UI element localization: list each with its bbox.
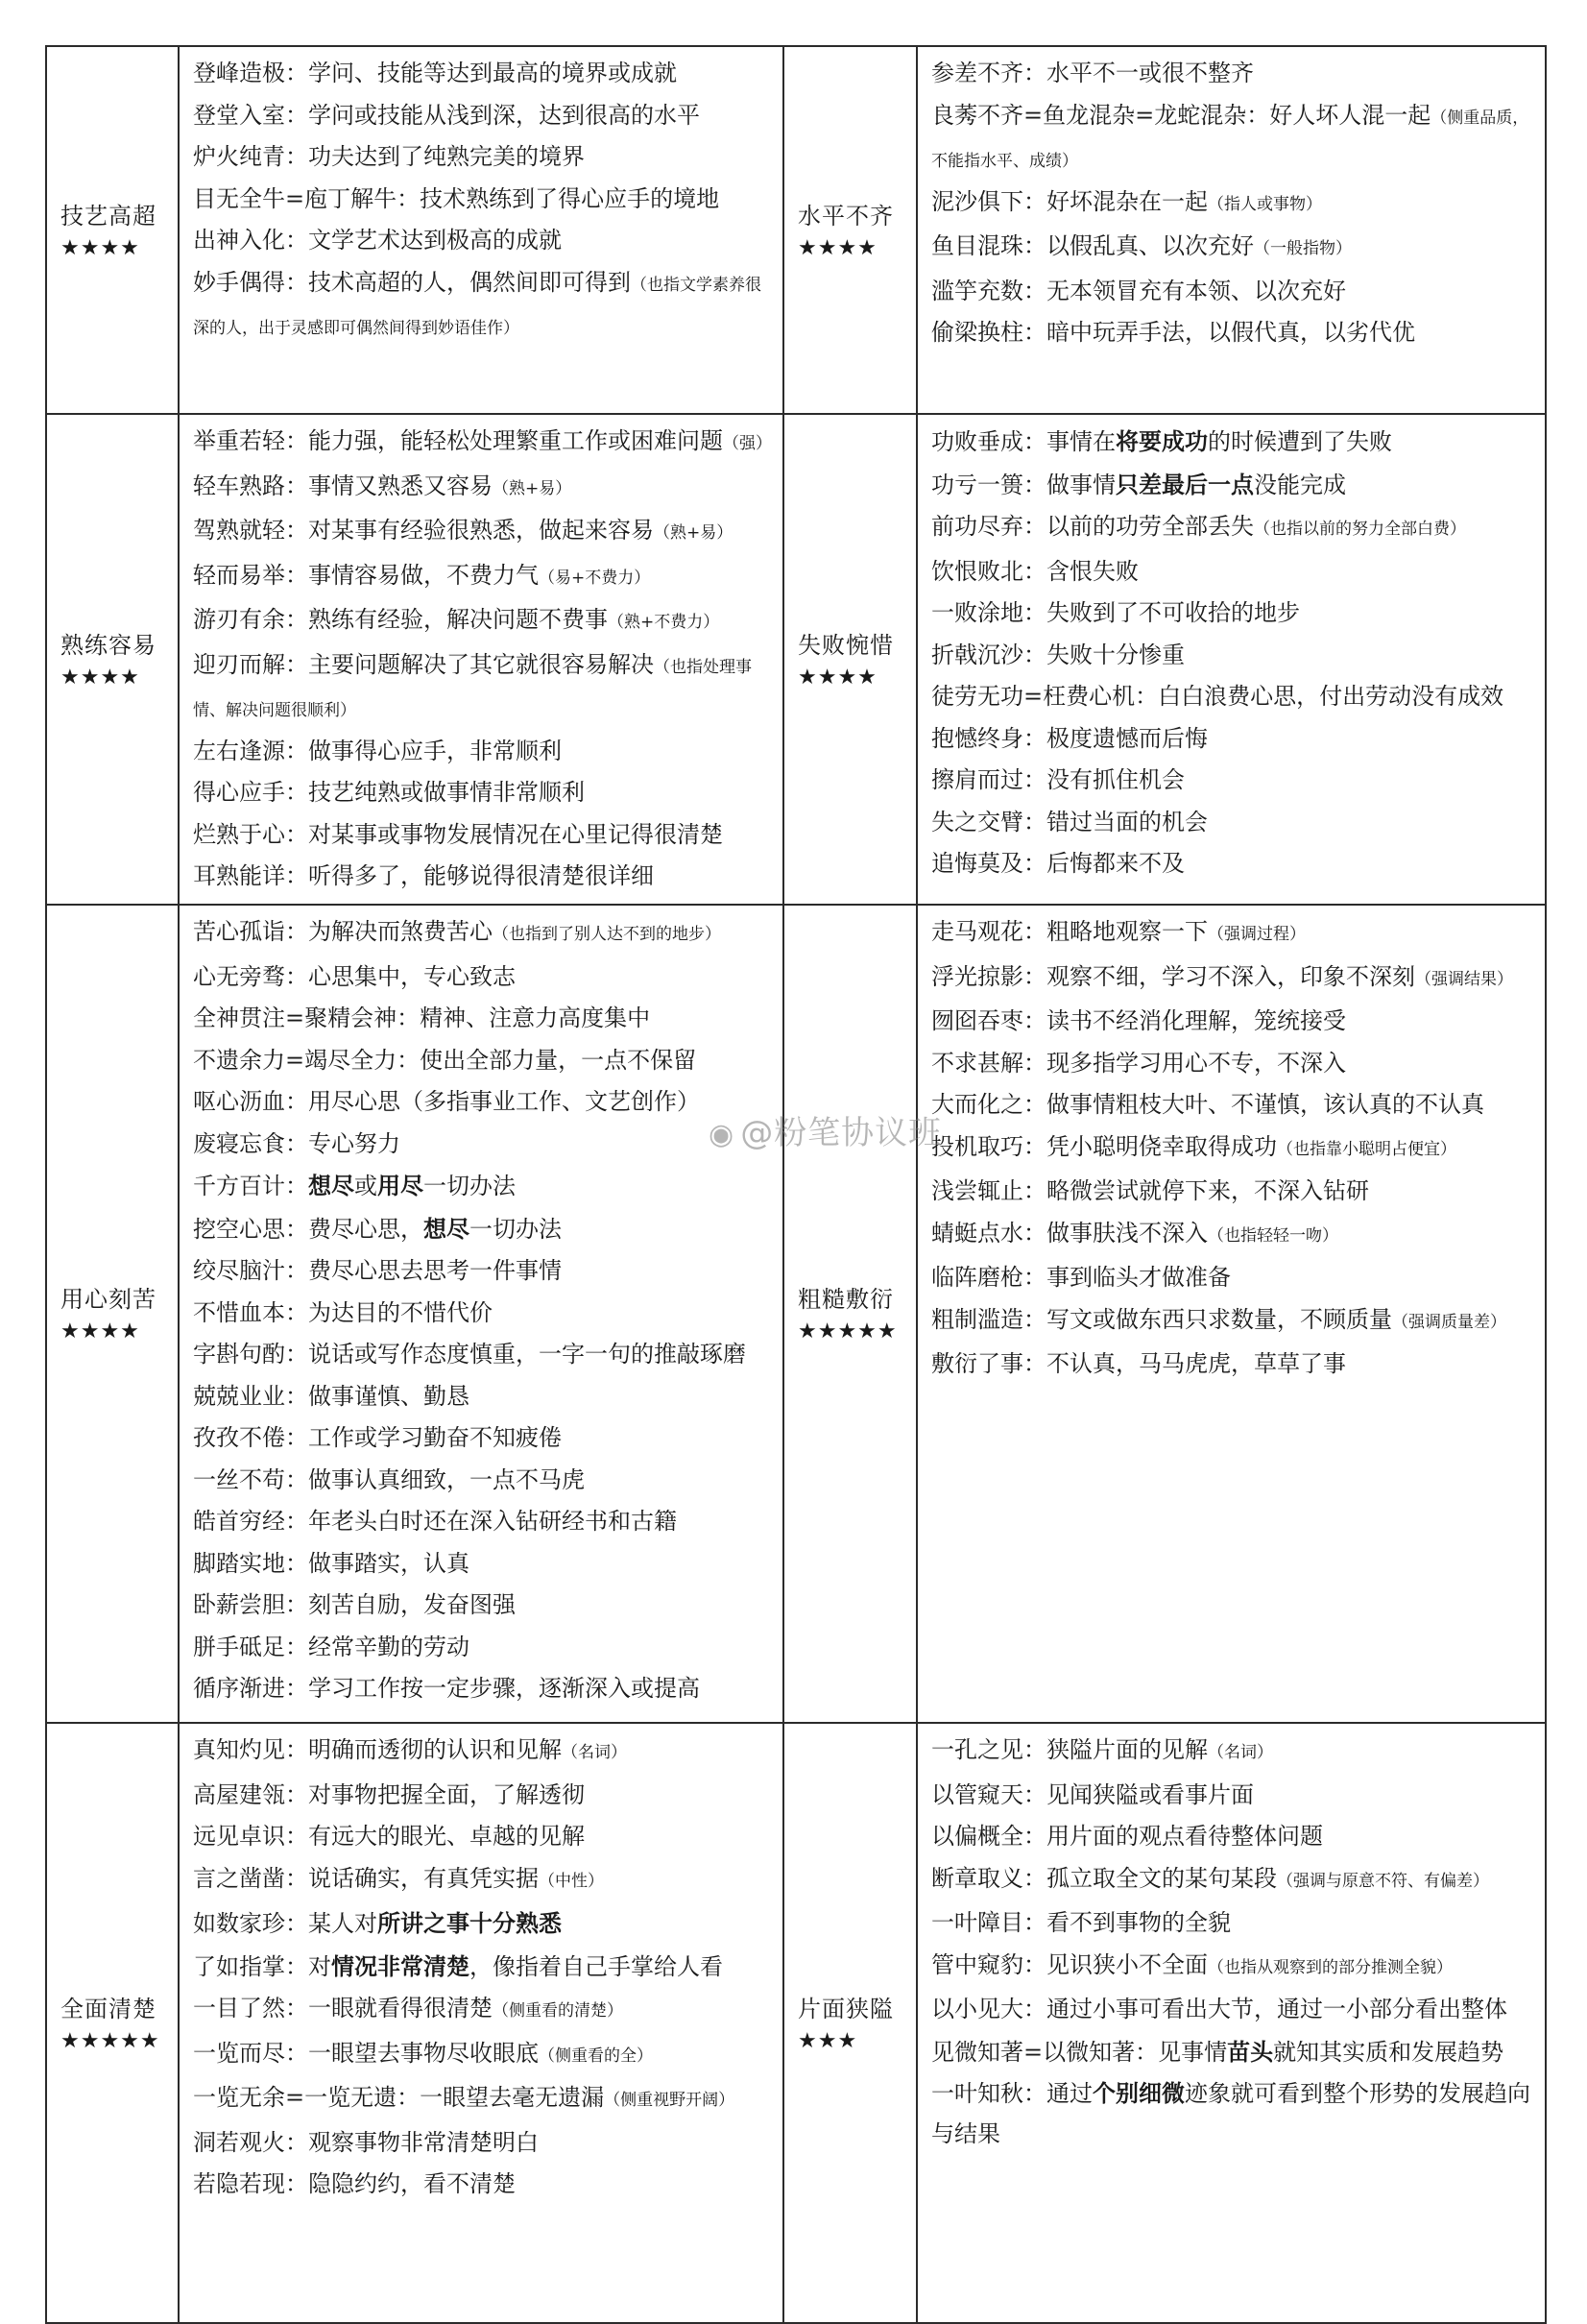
idiom-entry <box>931 506 1535 551</box>
idiom-note: （强调过程） <box>1208 925 1306 944</box>
idiom-text: 的时候遭到了失败 <box>1208 428 1392 455</box>
difficulty-stars: ★★★★★ <box>798 1319 898 1344</box>
idiom-text: 饮恨败北：含恨失败 <box>931 557 1139 585</box>
idiom-text: 浮光掠影：观察不细，学习不深入，印象不深刻 <box>931 962 1415 990</box>
idiom-entry <box>931 2031 1535 2074</box>
category-name: 用心刻苦 <box>60 1286 156 1313</box>
category-name: 技艺高超 <box>60 202 156 230</box>
idiom-text: 粗制滥造：写文或做东西只求数量，不顾质量 <box>931 1305 1392 1333</box>
idiom-text: 参差不齐：水平不一或很不整齐 <box>931 60 1254 86</box>
category-cell <box>46 1723 179 2323</box>
idiom-entry <box>193 421 773 466</box>
idiom-text: 以管窥天：见闻狭隘或看事片面 <box>931 1780 1254 1808</box>
idiom-text: 轻车熟路：事情又熟悉又容易 <box>193 472 493 499</box>
category-name: 全面清楚 <box>60 1995 156 2022</box>
idiom-text: 烂熟于心：对某事或事物发展情况在心里记得很清楚 <box>193 820 723 848</box>
idiom-entry <box>193 731 773 773</box>
idiom-entry <box>193 1376 773 1418</box>
idiom-entry <box>931 1001 1535 1043</box>
category-cell <box>783 905 917 1723</box>
idiom-entry <box>931 1299 1535 1344</box>
category-cell <box>783 414 917 905</box>
idiom-entry <box>931 1816 1535 1858</box>
idiom-note: （也指靠小聪明占便宜） <box>1277 1139 1456 1159</box>
idiom-text: 一叶知秋：通过 <box>931 2080 1093 2107</box>
idiom-entry <box>193 1902 773 1946</box>
idiom-entry <box>931 226 1535 271</box>
idiom-entry <box>193 1627 773 1669</box>
idiom-note: （也指处理事情、解决问题很顺利） <box>193 657 752 720</box>
idiom-entry <box>931 1730 1535 1775</box>
idiom-text: 敷衍了事：不认真，马马虎虎，草草了事 <box>931 1350 1346 1377</box>
difficulty-stars: ★★★★ <box>798 235 878 260</box>
idiom-text: 炉火纯青：功夫达到了纯熟完美的境界 <box>193 143 585 170</box>
idiom-text: 一览无余=一览无遗：一眼望去毫无遗漏 <box>193 2084 605 2111</box>
idiom-text: 一败涂地：失败到了不可收拾的地步 <box>931 599 1300 626</box>
idiom-entry <box>193 1585 773 1627</box>
idiom-text: 苦心孤诣：为解决而煞费苦心 <box>193 918 493 945</box>
idiom-text: 浅尝辄止：略微尝试就停下来，不深入钻研 <box>931 1177 1369 1204</box>
idiom-text: 大而化之：做事情粗枝大叶、不谨慎，该认真的不认真 <box>931 1091 1484 1118</box>
entries-cell <box>179 414 783 905</box>
idiom-text: 失之交臂：错过当面的机会 <box>931 808 1208 835</box>
entries-cell <box>917 414 1546 905</box>
idiom-text: 全神贯注=聚精会神：精神、注意力高度集中 <box>193 1005 651 1031</box>
idiom-entry <box>193 911 773 956</box>
idiom-text: 徒劳无功=枉费心机：白白浪费心思，付出劳动没有成效 <box>931 683 1504 710</box>
emphasis-text: 想尽 <box>423 1214 469 1243</box>
idiom-entry <box>193 772 773 814</box>
idiom-entry <box>931 1171 1535 1213</box>
idiom-entry <box>193 1730 773 1775</box>
idiom-entry <box>931 464 1535 507</box>
idiom-text: 囫囵吞枣：读书不经消化理解，笼统接受 <box>931 1007 1346 1034</box>
idiom-entry <box>193 1543 773 1586</box>
idiom-text: 迎刃而解：主要问题解决了其它就很容易解决 <box>193 650 654 678</box>
idiom-entry <box>193 1460 773 1502</box>
idiom-text: 卧薪尝胆：刻苦自励，发奋图强 <box>193 1591 516 1618</box>
idiom-note: （强调质量差） <box>1392 1312 1506 1332</box>
idiom-entry <box>931 1858 1535 1903</box>
idiom-text: 一孔之见：狭隘片面的见解 <box>931 1736 1208 1763</box>
idiom-entry <box>193 998 773 1040</box>
idiom-note: （强调结果） <box>1415 969 1513 989</box>
idiom-text: 断章取义：孤立取全文的某句某段 <box>931 1864 1277 1892</box>
emphasis-text: 个别细微 <box>1093 2079 1185 2107</box>
idiom-entry <box>193 1946 773 1989</box>
idiom-text: 如数家珍：某人对 <box>193 1910 377 1937</box>
idiom-entry <box>931 1344 1535 1386</box>
idiom-text: 妙手偶得：技术高超的人，偶然间即可得到 <box>193 268 631 296</box>
idiom-text: 前功尽弃：以前的功劳全部丢失 <box>931 513 1254 540</box>
idiom-entry <box>931 95 1535 182</box>
idiom-entry <box>931 1257 1535 1299</box>
idiom-entry <box>193 1816 773 1858</box>
idiom-text: 废寝忘食：专心努力 <box>193 1129 400 1157</box>
difficulty-stars: ★★★ <box>798 2028 858 2053</box>
idiom-note: （侧重看的全） <box>539 2046 653 2066</box>
idiom-entry <box>193 1988 773 2033</box>
idiom-note: （名词） <box>562 1743 627 1762</box>
entries-cell <box>917 905 1546 1723</box>
idiom-entry <box>193 2033 773 2078</box>
idiom-entry <box>193 2164 773 2206</box>
difficulty-stars: ★★★★ <box>60 665 140 690</box>
idiom-entry <box>193 466 773 511</box>
idiom-note: （也指到了别人达不到的地步） <box>493 925 721 944</box>
idiom-note: （熟+易） <box>493 478 572 498</box>
category-cell <box>783 1723 917 2323</box>
idiom-entry <box>931 53 1535 95</box>
idiom-entry <box>193 1081 773 1124</box>
emphasis-text: 所讲之事十分熟悉 <box>377 1909 562 1937</box>
idiom-text: 出神入化：文学艺术达到极高的成就 <box>193 227 562 254</box>
category-name: 失败惋惜 <box>798 631 894 659</box>
idiom-table <box>45 45 1547 2324</box>
idiom-entry <box>931 843 1535 885</box>
idiom-note: （侧重视野开阔） <box>604 2091 735 2110</box>
idiom-entry <box>193 599 773 644</box>
idiom-text: 一览而尽：一眼望去事物尽收眼底 <box>193 2039 539 2067</box>
idiom-entry <box>193 262 773 349</box>
idiom-text: 抱憾终身：极度遗憾而后悔 <box>931 724 1208 752</box>
idiom-text: 绞尽脑汁：费尽心思去思考一件事情 <box>193 1257 562 1284</box>
idiom-text: 偷梁换柱：暗中玩弄手法，以假代真，以劣代优 <box>931 319 1415 346</box>
idiom-text: 一丝不苟：做事认真细致，一点不马虎 <box>193 1465 585 1493</box>
idiom-note: （指人或事物） <box>1208 194 1322 214</box>
idiom-text: 一目了然：一眼就看得很清楚 <box>193 1995 493 2021</box>
idiom-entry <box>193 1668 773 1710</box>
idiom-entry <box>193 644 773 731</box>
idiom-text: 举重若轻：能力强，能轻松处理繁重工作或困难问题 <box>193 427 723 454</box>
idiom-text: 高屋建瓴：对事物把握全面，了解透彻 <box>193 1780 585 1808</box>
idiom-text: 轻而易举：事情容易做，不费力气 <box>193 561 539 589</box>
idiom-text: 了如指掌：对 <box>193 1952 331 1980</box>
idiom-entry <box>193 1293 773 1335</box>
idiom-text: 洞若观火：观察事物非常清楚明白 <box>193 2128 539 2156</box>
idiom-text: 折戟沉沙：失败十分惨重 <box>931 641 1185 668</box>
idiom-entry <box>193 856 773 898</box>
idiom-entry <box>931 911 1535 956</box>
idiom-text: 登峰造极：学问、技能等达到最高的境界或成就 <box>193 60 677 86</box>
idiom-text: ，像指着自己手掌给人看 <box>469 1952 723 1980</box>
category-cell <box>46 46 179 414</box>
idiom-text: 呕心沥血：用尽心思（多指事业工作、文艺创作） <box>193 1088 700 1115</box>
idiom-text: 游刃有余：熟练有经验，解决问题不费事 <box>193 606 608 633</box>
idiom-text: 走马观花：粗略地观察一下 <box>931 918 1208 945</box>
difficulty-stars: ★★★★★ <box>60 2028 160 2053</box>
weibo-icon: ◉ <box>709 1118 735 1151</box>
idiom-entry <box>931 1775 1535 1817</box>
idiom-entry <box>193 136 773 179</box>
idiom-entry <box>193 53 773 95</box>
idiom-text: 一切办法 <box>469 1215 562 1243</box>
idiom-text: 滥竽充数：无本领冒充有本领、以次充好 <box>931 277 1346 304</box>
idiom-note: （中性） <box>539 1871 604 1891</box>
idiom-entry <box>931 421 1535 464</box>
idiom-entry <box>193 220 773 262</box>
idiom-note: （也指以前的努力全部白费） <box>1254 520 1466 539</box>
category-name: 粗糙敷衍 <box>798 1286 894 1313</box>
entries-cell <box>179 905 783 1723</box>
idiom-entry <box>193 814 773 857</box>
entries-cell <box>917 46 1546 414</box>
idiom-entry <box>931 2073 1535 2154</box>
idiom-note: （熟+易） <box>654 523 733 543</box>
idiom-text: 就知其实质和发展趋势 <box>1273 2038 1504 2066</box>
idiom-entry <box>931 1945 1535 1990</box>
idiom-entry <box>193 1417 773 1460</box>
idiom-note: （侧重看的清楚） <box>493 2001 623 2021</box>
idiom-text: 擦肩而过：没有抓住机会 <box>931 766 1185 793</box>
idiom-text: 临阵磨枪：事到临头才做准备 <box>931 1264 1231 1291</box>
idiom-text: 投机取巧：凭小聪明侥幸取得成功 <box>931 1132 1277 1160</box>
idiom-text: 耳熟能详：听得多了，能够说得很清楚很详细 <box>193 862 654 889</box>
idiom-text: 泥沙俱下：好坏混杂在一起 <box>931 187 1208 215</box>
idiom-entry <box>193 1165 773 1208</box>
idiom-text: 远见卓识：有远大的眼光、卓越的见解 <box>193 1823 585 1850</box>
idiom-entry <box>193 1501 773 1543</box>
idiom-text: 挖空心思：费尽心思， <box>193 1215 423 1243</box>
idiom-note: （一般指物） <box>1254 239 1352 258</box>
idiom-entry <box>193 1250 773 1293</box>
idiom-entry <box>931 1084 1535 1126</box>
table-row <box>46 46 1546 414</box>
category-name: 片面狭隘 <box>798 1995 894 2022</box>
idiom-entry <box>931 718 1535 761</box>
idiom-text: 功败垂成：事情在 <box>931 428 1116 455</box>
idiom-entry <box>931 593 1535 635</box>
idiom-text: 若隐若现：隐隐约约，看不清楚 <box>193 2170 516 2197</box>
idiom-text: 千方百计： <box>193 1173 308 1199</box>
idiom-text: 言之凿凿：说话确实，有真凭实据 <box>193 1864 539 1892</box>
idiom-entry <box>193 1040 773 1082</box>
idiom-entry <box>931 1126 1535 1172</box>
idiom-text: 脚踏实地：做事踏实，认真 <box>193 1549 469 1577</box>
idiom-text: 追悔莫及：后悔都来不及 <box>931 850 1185 877</box>
idiom-entry <box>193 510 773 555</box>
table-row <box>46 905 1546 1723</box>
emphasis-text: 将要成功 <box>1116 427 1208 455</box>
entries-cell <box>179 1723 783 2323</box>
emphasis-text: 苗头 <box>1227 2037 1274 2066</box>
idiom-note: （也指文学素养很深的人，出于灵感即可偶然间得到妙语佳作） <box>193 275 761 338</box>
idiom-text: 目无全牛=庖丁解牛：技术熟练到了得心应手的境地 <box>193 184 720 212</box>
idiom-text: 没能完成 <box>1254 471 1346 498</box>
idiom-note: （也指轻轻一吻） <box>1208 1225 1338 1246</box>
idiom-entry <box>931 1989 1535 2031</box>
idiom-entry <box>931 956 1535 1002</box>
idiom-note: （也指从观察到的部分推测全貌） <box>1208 1957 1453 1977</box>
idiom-text: 以偏概全：用片面的观点看待整体问题 <box>931 1823 1323 1850</box>
idiom-text: 蜻蜓点水：做事肤浅不深入 <box>931 1219 1208 1247</box>
idiom-text: 不惜血本：为达目的不惜代价 <box>193 1298 493 1326</box>
idiom-note: （名词） <box>1208 1743 1273 1762</box>
idiom-entry <box>193 555 773 600</box>
idiom-entry <box>931 271 1535 313</box>
idiom-entry <box>193 1334 773 1376</box>
idiom-text: 一切办法 <box>423 1173 516 1199</box>
difficulty-stars: ★★★★ <box>798 665 878 690</box>
idiom-note: （易+不费力） <box>539 568 651 588</box>
idiom-text: 孜孜不倦：工作或学习勤奋不知疲倦 <box>193 1424 562 1451</box>
table-row <box>46 1723 1546 2323</box>
idiom-entry <box>931 182 1535 227</box>
idiom-note: （强调与原意不符、有偏差） <box>1277 1871 1489 1891</box>
idiom-entry <box>193 179 773 221</box>
idiom-text: 良莠不齐=鱼龙混杂=龙蛇混杂：好人坏人混一起 <box>931 101 1431 129</box>
idiom-text: 心无旁骛：心思集中，专心致志 <box>193 962 516 990</box>
category-cell <box>46 905 179 1723</box>
idiom-entry <box>193 1124 773 1166</box>
entries-cell <box>917 1723 1546 2323</box>
idiom-entry <box>931 551 1535 593</box>
idiom-text: 或 <box>354 1173 377 1199</box>
watermark-text: @粉笔协议班 <box>740 1114 943 1152</box>
emphasis-text: 情况非常清楚 <box>331 1951 469 1980</box>
table-row <box>46 414 1546 905</box>
idiom-entry <box>931 802 1535 844</box>
emphasis-text: 想尽 <box>308 1172 354 1199</box>
idiom-text: 循序渐进：学习工作按一定步骤，逐渐深入或提高 <box>193 1675 700 1702</box>
idiom-text: 真知灼见：明确而透彻的认识和见解 <box>193 1736 562 1763</box>
idiom-text: 兢兢业业：做事谨慎、勤恳 <box>193 1382 469 1410</box>
idiom-entry <box>931 676 1535 718</box>
category-cell <box>783 46 917 414</box>
idiom-text: 登堂入室：学问或技能从浅到深，达到很高的水平 <box>193 101 700 129</box>
entries-cell <box>179 46 783 414</box>
idiom-entry <box>931 1213 1535 1258</box>
idiom-text: 不求甚解：现多指学习用心不专，不深入 <box>931 1049 1346 1077</box>
idiom-text: 字斟句酌：说话或写作态度慎重，一字一句的推敲琢磨 <box>193 1341 746 1368</box>
idiom-note: （侧重品质，不能指水平、成绩） <box>931 108 1529 171</box>
idiom-text: 驾熟就轻：对某事有经验很熟悉，做起来容易 <box>193 517 654 544</box>
idiom-text: 鱼目混珠：以假乱真、以次充好 <box>931 232 1254 259</box>
idiom-note: （熟+不费力） <box>608 613 720 632</box>
idiom-entry <box>193 956 773 999</box>
idiom-entry <box>931 1902 1535 1945</box>
difficulty-stars: ★★★★ <box>60 235 140 260</box>
idiom-entry <box>193 2077 773 2122</box>
idiom-entry <box>931 312 1535 354</box>
idiom-entry <box>193 1208 773 1251</box>
idiom-text: 左右逢源：做事得心应手，非常顺利 <box>193 737 562 764</box>
idiom-text: 迹象就可看到整个形势的发展趋向与结果 <box>931 2080 1530 2147</box>
idiom-text: 管中窥豹：见识狭小不全面 <box>931 1950 1208 1978</box>
idiom-entry <box>193 1775 773 1817</box>
emphasis-text: 只差最后一点 <box>1116 470 1254 498</box>
idiom-entry <box>193 1858 773 1903</box>
idiom-entry <box>931 635 1535 677</box>
emphasis-text: 用尽 <box>377 1172 423 1199</box>
idiom-entry <box>931 1043 1535 1085</box>
idiom-text: 得心应手：技艺纯熟或做事情非常顺利 <box>193 779 585 806</box>
category-name: 水平不齐 <box>798 202 894 230</box>
idiom-entry <box>193 2122 773 2165</box>
idiom-entry <box>931 760 1535 802</box>
idiom-note: （强） <box>723 434 772 453</box>
idiom-entry <box>193 95 773 137</box>
idiom-text: 以小见大：通过小事可看出大节，通过一小部分看出整体 <box>931 1996 1507 2022</box>
difficulty-stars: ★★★★ <box>60 1319 140 1344</box>
idiom-text: 胼手砥足：经常辛勤的劳动 <box>193 1633 469 1660</box>
idiom-text: 不遗余力=竭尽全力：使出全部力量，一点不保留 <box>193 1046 697 1074</box>
category-cell <box>46 414 179 905</box>
category-name: 熟练容易 <box>60 631 156 659</box>
idiom-text: 功亏一篑：做事情 <box>931 471 1116 498</box>
idiom-text: 皓首穷经：年老头白时还在深入钻研经书和古籍 <box>193 1508 677 1535</box>
idiom-text: 一叶障目：看不到事物的全貌 <box>931 1909 1231 1936</box>
idiom-text: 见微知著=以微知著：见事情 <box>931 2038 1228 2066</box>
